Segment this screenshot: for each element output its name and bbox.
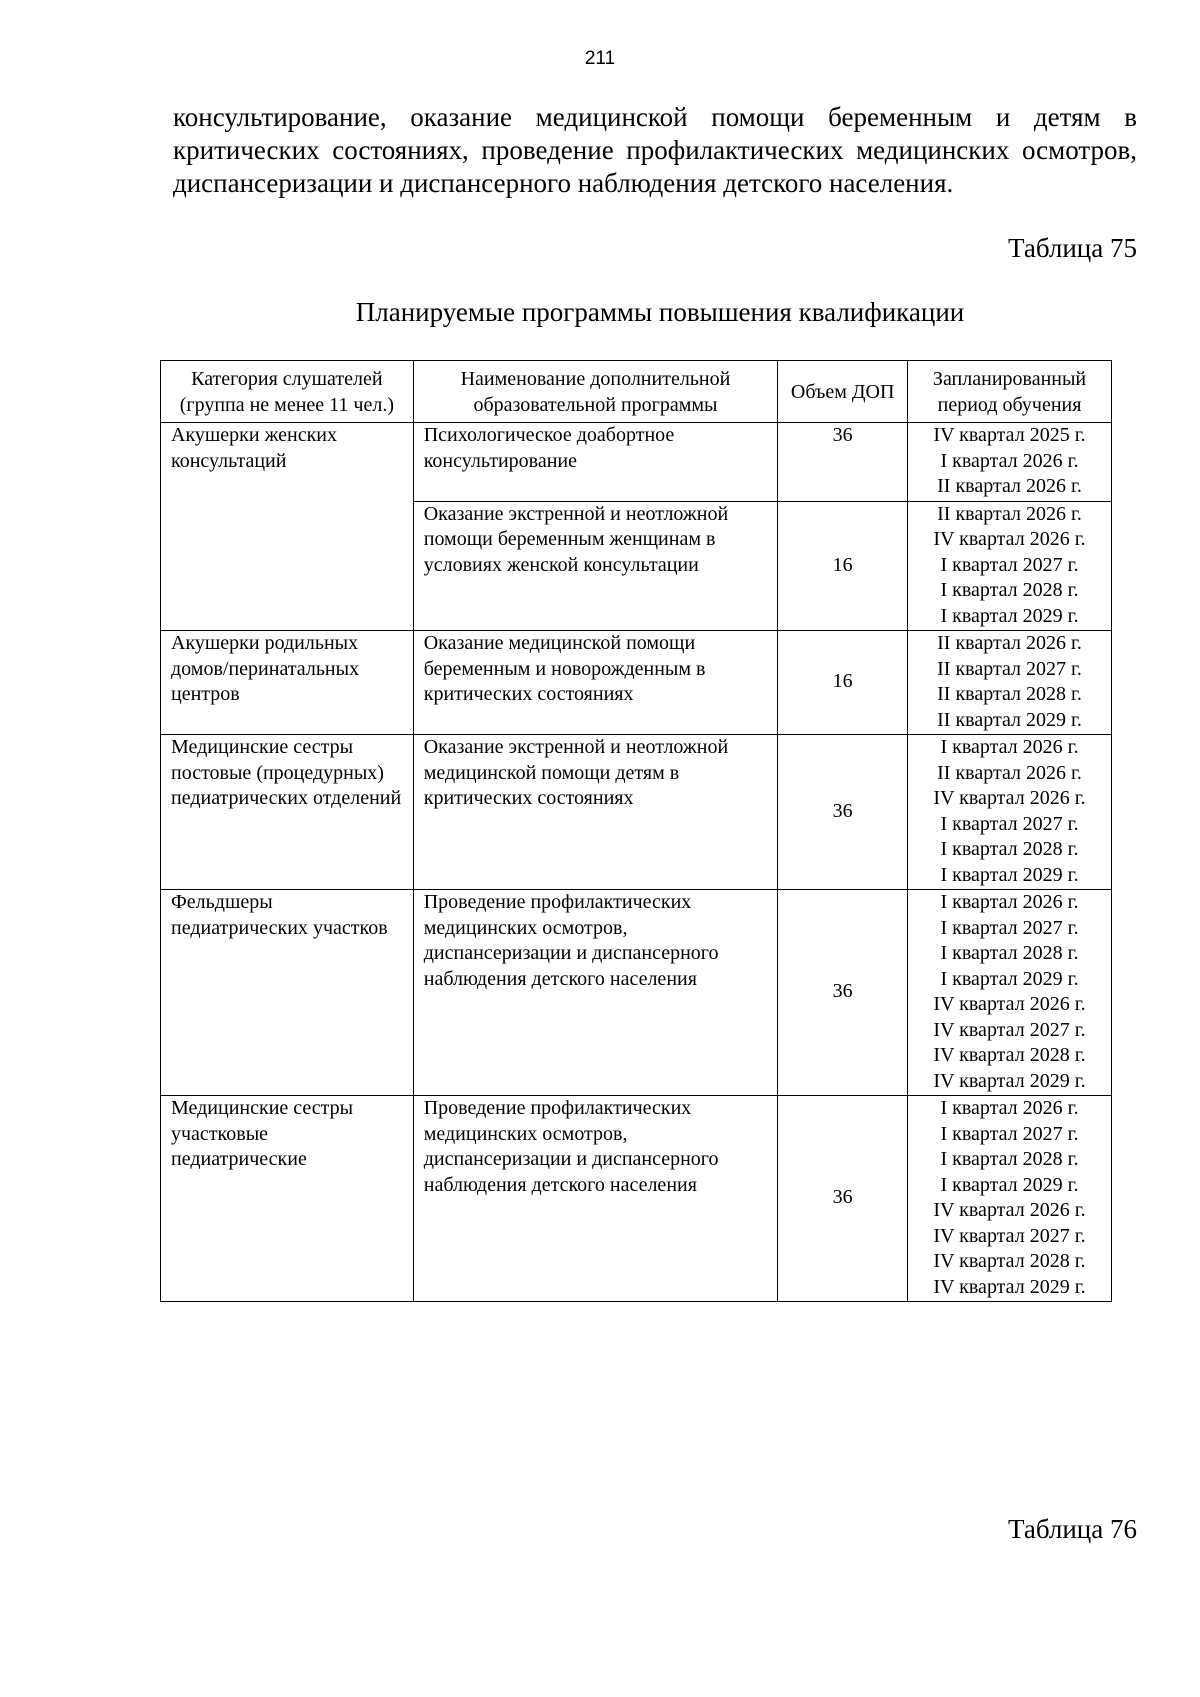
period-line: I квартал 2029 г.: [940, 967, 1079, 990]
period-cell: [908, 501, 1112, 631]
category-cell: Фельдшеры педиатрических участков: [161, 890, 414, 1096]
header-category: Категория слушателей (группа не менее 11 чел.): [161, 361, 414, 423]
volume-cell: 36: [778, 890, 908, 1096]
table-row: [161, 1096, 1112, 1302]
period-line: IV квартал 2026 г.: [933, 528, 1086, 550]
header-volume: Объем ДОП: [778, 361, 908, 423]
category-cell: Медицинские сестры участковые педиатрические: [161, 1096, 414, 1302]
next-table-label: Таблица 76: [1008, 1514, 1137, 1544]
period-line: I квартал 2029 г.: [940, 863, 1079, 886]
period-line: IV квартал 2028 г.: [933, 1250, 1086, 1272]
period-line: II квартал 2026 г.: [937, 475, 1082, 497]
table-row: [161, 423, 1112, 502]
period-line: II квартал 2028 г.: [937, 683, 1082, 705]
volume-cell: 36: [778, 735, 908, 890]
header-program: Наименование дополнительной образовательной программы: [413, 361, 778, 423]
period-line: I квартал 2028 г.: [940, 1148, 1079, 1170]
period-line: IV квартал 2026 г.: [933, 993, 1086, 1015]
training-programs-table: [160, 360, 1112, 1302]
period-line: II квартал 2026 г.: [937, 632, 1082, 654]
period-line: I квартал 2028 г.: [940, 942, 1079, 964]
program-cell: Оказание экстренной и неотложной помощи беременным женщинам в условиях женской консультации: [413, 501, 778, 631]
table-header-row: [161, 361, 1112, 423]
period-cell: [908, 735, 1112, 890]
period-line: II квартал 2026 г.: [937, 502, 1082, 525]
page-number: 211: [584, 48, 616, 69]
program-cell: Проведение профилактических медицинских осмотров, диспансеризации и диспансерного наблюдения детского населения: [413, 890, 778, 1096]
category-cell: Акушерки женских консультаций: [161, 423, 414, 631]
intro-paragraph: консультирование, оказание медицинской помощи беременным и детям в критических состояниях, проведение профилактических медицинских осмотров, диспансеризации и диспансерного наблюдения детского населения.: [173, 102, 1137, 198]
period-line: IV квартал 2025 г.: [933, 424, 1086, 446]
period-line: I квартал 2027 г.: [940, 553, 1079, 576]
period-cell: [908, 423, 1112, 502]
table-label: Таблица 75: [1008, 233, 1137, 263]
period-line: I квартал 2026 г.: [940, 891, 1079, 913]
period-line: IV квартал 2027 г.: [933, 1018, 1086, 1041]
program-cell: Оказание экстренной и неотложной медицинской помощи детям в критических состояниях: [413, 735, 778, 890]
period-line: I квартал 2026 г.: [940, 449, 1079, 472]
period-line: I квартал 2027 г.: [940, 916, 1079, 939]
period-line: II квартал 2029 г.: [937, 708, 1082, 731]
period-line: IV квартал 2029 г.: [933, 1275, 1086, 1298]
period-line: IV квартал 2026 г.: [933, 1199, 1086, 1221]
period-line: I квартал 2026 г.: [940, 1097, 1079, 1119]
period-line: I квартал 2027 г.: [940, 812, 1079, 835]
program-cell: Оказание медицинской помощи беременным и новорожденным в критических состояниях: [413, 631, 778, 735]
volume-cell: 16: [778, 501, 908, 631]
table-row: [161, 735, 1112, 890]
program-cell: Проведение профилактических медицинских осмотров, диспансеризации и диспансерного наблюдения детского населения: [413, 1096, 778, 1302]
period-line: IV квартал 2028 г.: [933, 1044, 1086, 1066]
header-period: Запланированный период обучения: [908, 361, 1112, 423]
period-line: I квартал 2028 г.: [940, 838, 1079, 860]
table-row: [161, 890, 1112, 1096]
volume-cell: 16: [778, 631, 908, 735]
period-line: I квартал 2028 г.: [940, 579, 1079, 601]
period-line: I квартал 2026 г.: [940, 736, 1079, 758]
period-line: I квартал 2029 г.: [940, 604, 1079, 627]
category-cell: Медицинские сестры постовые (процедурных) педиатрических отделений: [161, 735, 414, 890]
volume-cell: 36: [778, 1096, 908, 1302]
period-cell: [908, 890, 1112, 1096]
period-line: II квартал 2026 г.: [937, 761, 1082, 784]
period-cell: [908, 631, 1112, 735]
program-cell: Психологическое доабортное консультирование: [413, 423, 778, 502]
period-line: I квартал 2029 г.: [940, 1173, 1079, 1196]
table-title: Планируемые программы повышения квалификации: [355, 297, 965, 327]
category-cell: Акушерки родильных домов/перинатальных центров: [161, 631, 414, 735]
period-line: IV квартал 2026 г.: [933, 787, 1086, 809]
period-line: I квартал 2027 г.: [940, 1122, 1079, 1145]
period-line: IV квартал 2029 г.: [933, 1069, 1086, 1092]
period-line: II квартал 2027 г.: [937, 657, 1082, 680]
table-row: [161, 631, 1112, 735]
period-cell: [908, 1096, 1112, 1302]
period-line: IV квартал 2027 г.: [933, 1224, 1086, 1247]
volume-cell: 36: [778, 423, 908, 502]
